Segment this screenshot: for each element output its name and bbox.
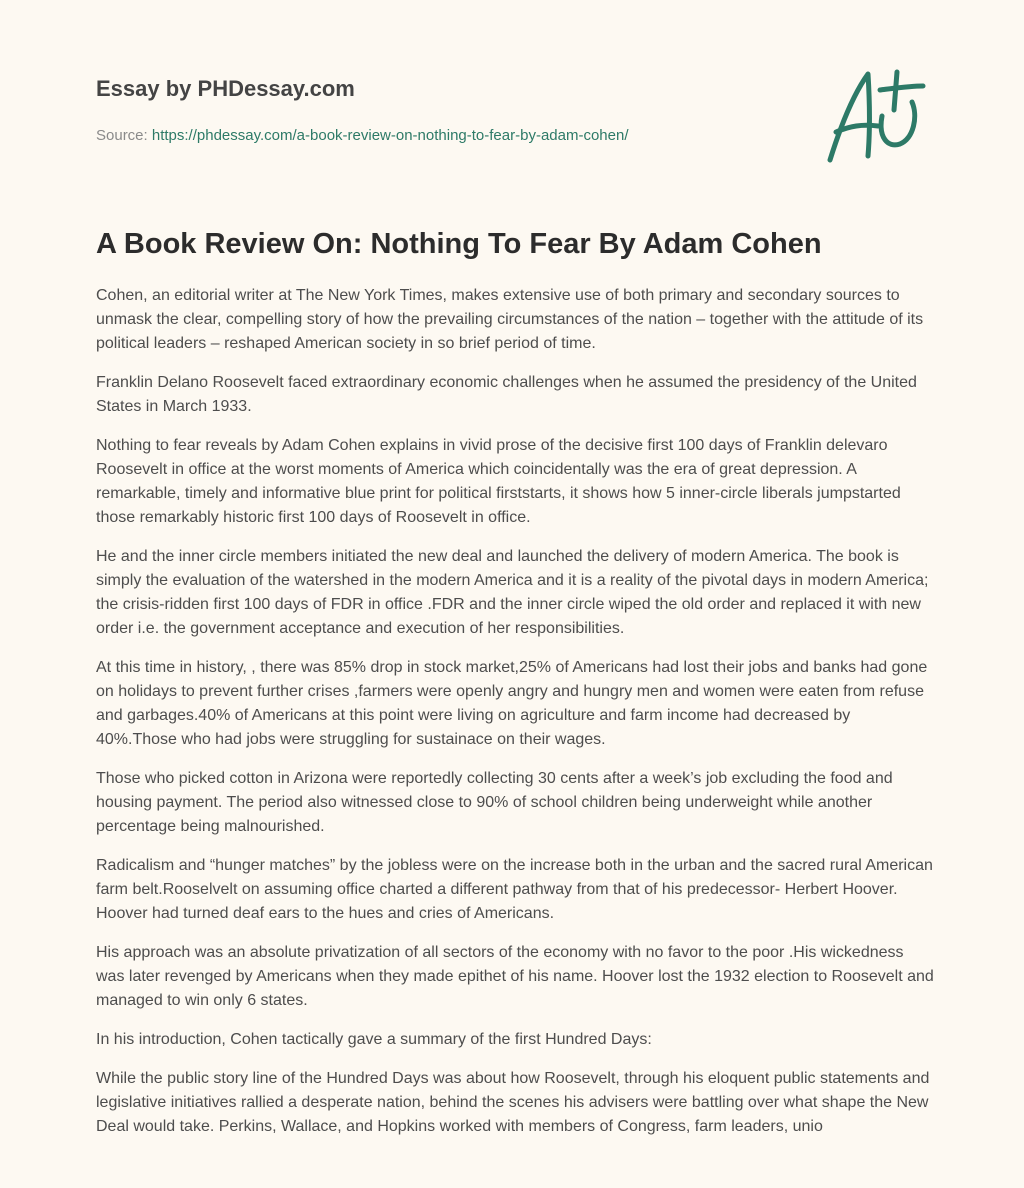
- paragraph: His approach was an absolute privatization of all sectors of the economy with no favor to the poor .His wickedness was later revenged by Americans when they made epithet of his name. Hoover lost the 1932 election to Roosevelt and managed to win only 6 states.: [96, 944, 934, 1009]
- paragraph: While the public story line of the Hundred Days was about how Roosevelt, through his eloquent public statements and legislative initiatives rallied a desperate nation, behind the scenes his advisers were battling over what shape the New Deal would take. Perkins, Wallace, and Hopkins worked with members of Congress, farm leaders, unio: [96, 1070, 930, 1135]
- paragraph: In his introduction, Cohen tactically gave a summary of the first Hundred Days:: [96, 1031, 652, 1048]
- paragraph: Nothing to fear reveals by Adam Cohen explains in vivid prose of the decisive first 100 days of Franklin delevaro Roosevelt in office at the worst moments of America which coincidentally was the era of great depression. A remarkable, timely and informative blue print for political firststarts, it shows how 5 inner-circle liberals jumpstarted those remarkably historic first 100 days of Roosevelt in office.: [96, 437, 901, 526]
- source-line: [96, 126, 796, 146]
- paragraph: Those who picked cotton in Arizona were reportedly collecting 30 cents after a week’s job excluding the food and housing payment. The period also witnessed close to 90% of school children being underweight while another percentage being malnourished.: [96, 770, 893, 835]
- site-brand: Essay by PHDessay.com: [96, 76, 355, 101]
- paragraph: Cohen, an editorial writer at The New York Times, makes extensive use of both primary and secondary sources to unmask the clear, compelling story of how the prevailing circumstances of the nation – together with the attitude of its political leaders – reshaped American society in so brief period of time.: [96, 287, 924, 352]
- essay-title: A Book Review On: Nothing To Fear By Adam Cohen: [96, 228, 822, 260]
- source-label: Source:: [96, 127, 148, 144]
- source-link[interactable]: https://phdessay.com/a-book-review-on-nothing-to-fear-by-adam-cohen/: [151, 127, 629, 144]
- a-plus-logo-icon: [822, 66, 930, 166]
- paragraph: He and the inner circle members initiated the new deal and launched the delivery of modern America. The book is simply the evaluation of the watershed in the modern America and it is a reality of the pivotal days in modern America; the crisis-ridden first 100 days of FDR in office .FDR and the inner circle wiped the old order and replaced it with new order i.e. the government acceptance and execution of her responsibilities.: [96, 548, 929, 637]
- paragraph: Franklin Delano Roosevelt faced extraordinary economic challenges when he assumed the presidency of the United States in March 1933.: [96, 374, 917, 415]
- paragraph: Radicalism and “hunger matches” by the jobless were on the increase both in the urban and the sacred rural American farm belt.Rooselvelt on assuming office charted a different pathway from that of his predecessor- Herbert Hoover. Hoover had turned deaf ears to the hues and cries of Americans.: [96, 857, 933, 922]
- essay-header: [96, 72, 796, 146]
- paragraph: At this time in history, , there was 85% drop in stock market,25% of Americans had lost their jobs and banks had gone on holidays to prevent further crises ,farmers were openly angry and hungry men and women were eaten from refuse and garbages.40% of Americans at this point were living on agriculture and farm income had decreased by 40%.Those who had jobs were struggling for sustainace on their wages.: [96, 659, 928, 748]
- essay-body: [96, 284, 934, 1154]
